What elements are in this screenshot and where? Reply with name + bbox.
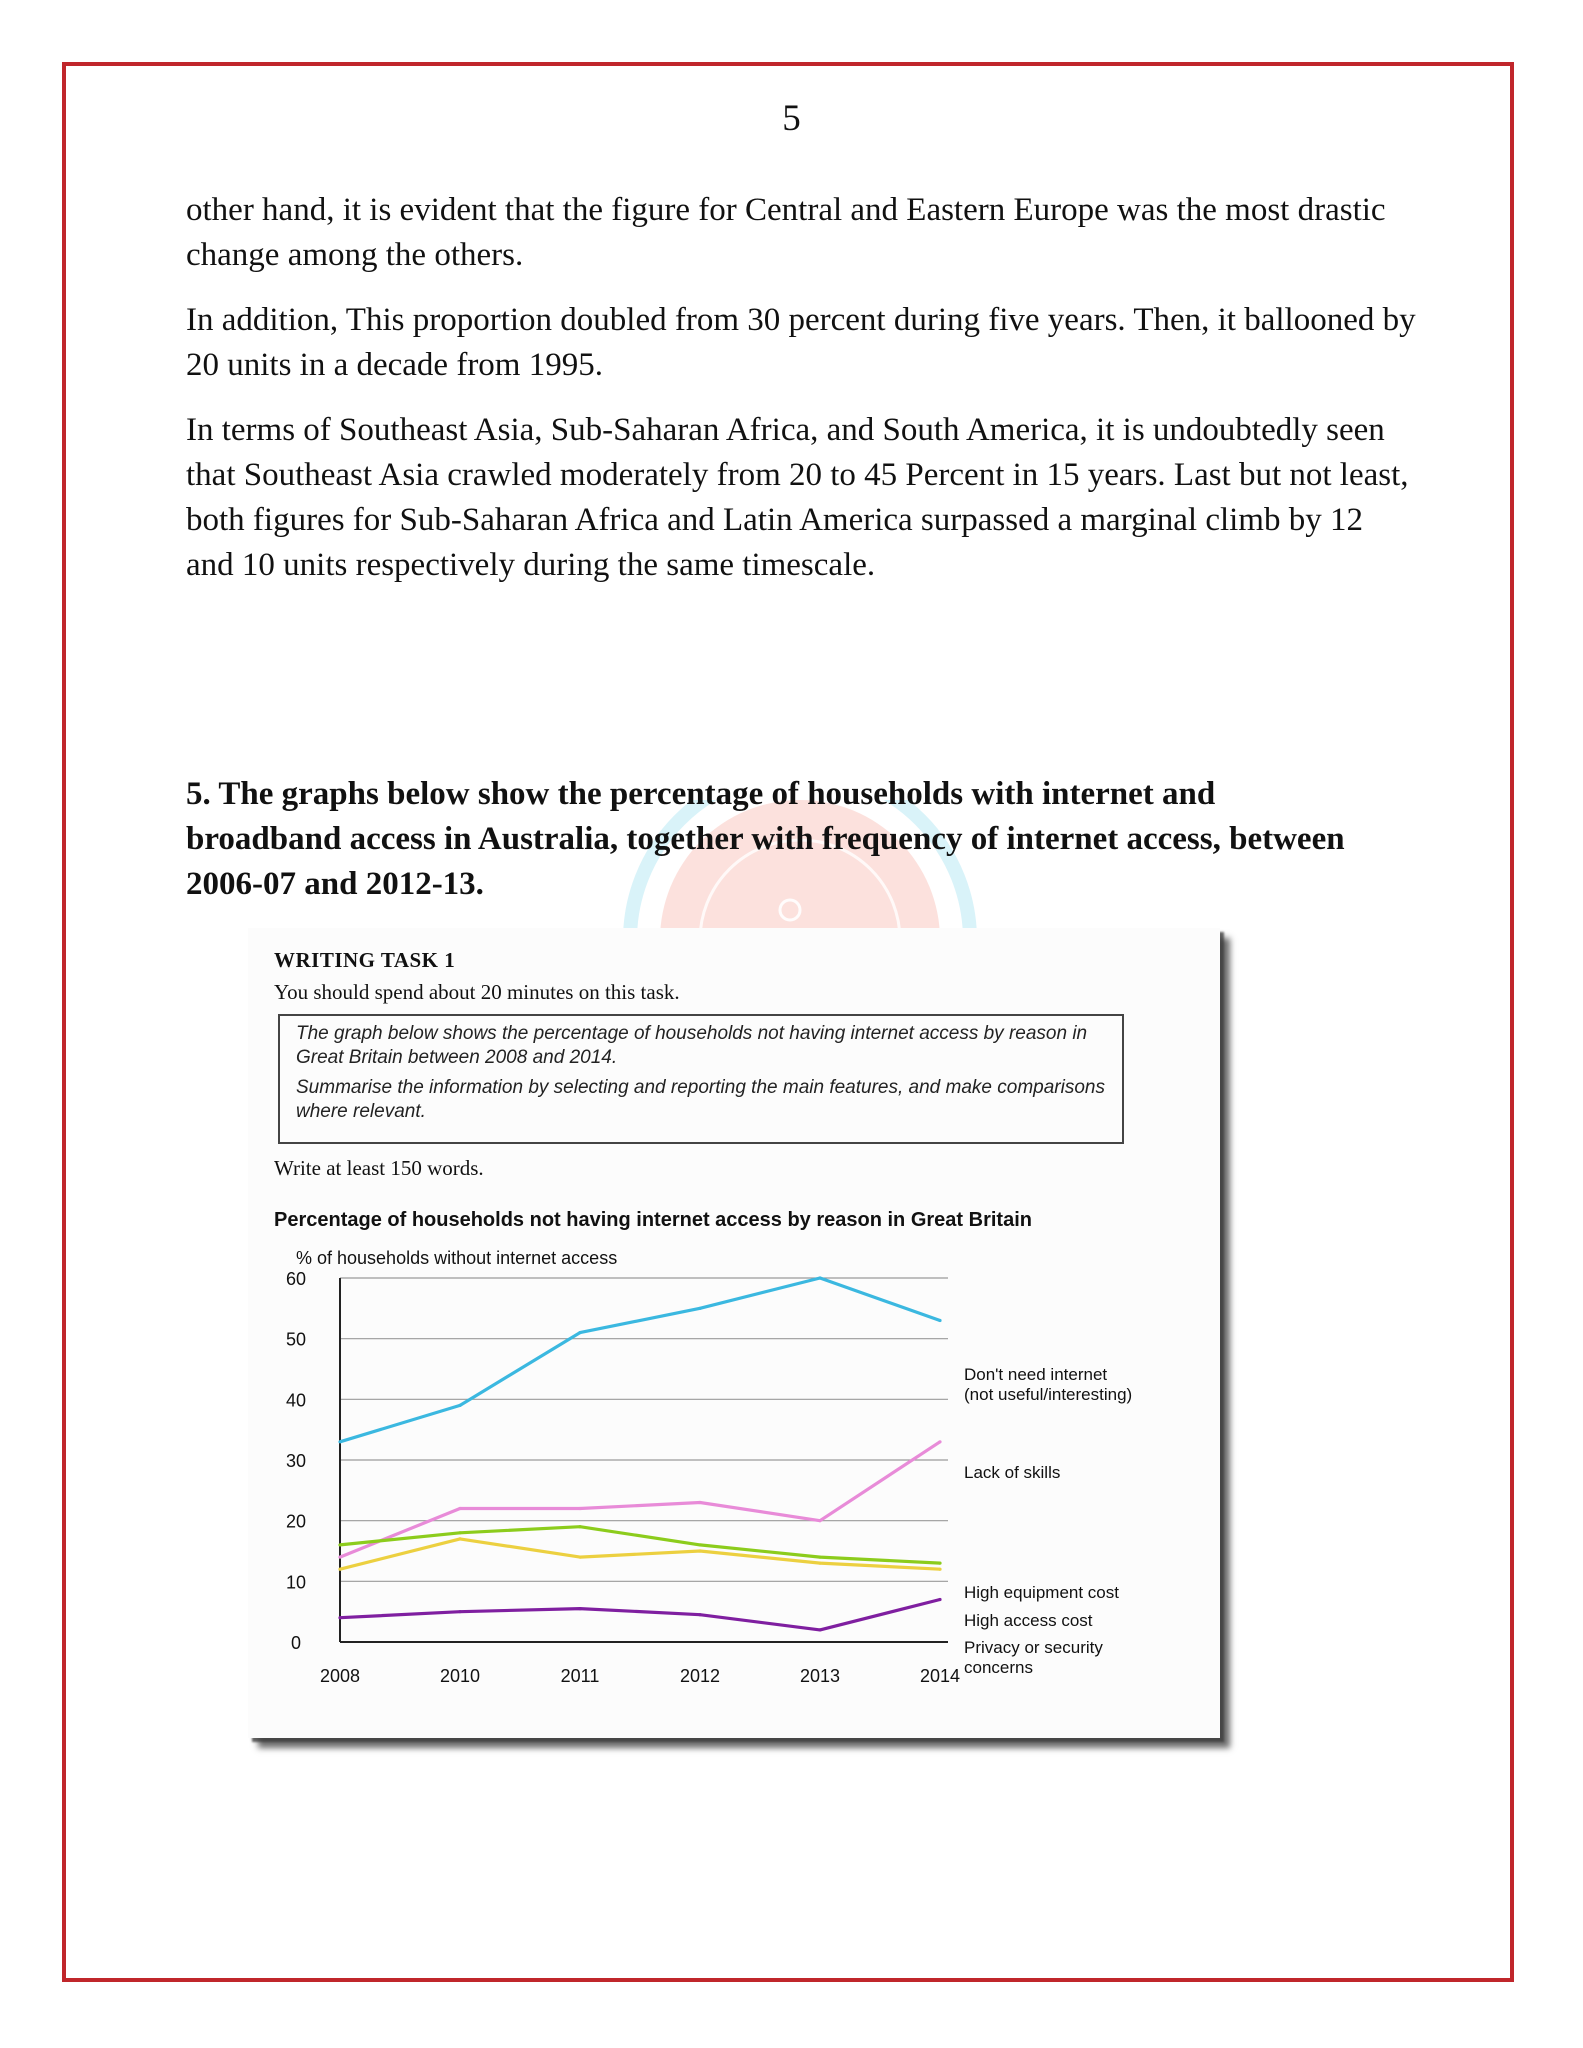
question-heading: 5. The graphs below show the percentage of households with internet and broadband access in Australia, together with frequency of internet access, between 2006-07 and 2012-13. — [186, 776, 1345, 902]
data-point-3-0 — [338, 1568, 341, 1571]
data-point-0-1 — [458, 1404, 461, 1407]
data-point-4-4 — [818, 1628, 821, 1631]
y-tick-label-40: 40 — [285, 1390, 307, 1411]
x-tick-label-2013: 2013 — [799, 1666, 841, 1686]
data-point-2-0 — [338, 1543, 341, 1546]
data-point-3-1 — [458, 1537, 461, 1540]
y-tick-label-30: 30 — [285, 1451, 307, 1471]
x-tick-label-2008: 2008 — [319, 1666, 361, 1686]
data-point-2-5 — [938, 1562, 941, 1565]
y-tick-label-20: 20 — [285, 1511, 307, 1532]
data-point-2-4 — [818, 1555, 821, 1558]
paragraph-3: In terms of Southeast Asia, Sub-Saharan Africa, and South America, it is undoubtedly seen that Southeast Asia crawled moderately from 20 to 45 Percent in 15 years. Last but not least, both figures for Sub-Saharan Africa and Latin America surpassed a marginal climb by 12 and 10 units respectively during the same timescale. — [186, 412, 1409, 583]
paragraph-2: In addition, This proportion doubled from 30 percent during five years. Then, it ballooned by 20 units in a decade from 1995. — [186, 302, 1416, 383]
y-tick-label-60: 60 — [285, 1269, 307, 1289]
data-point-3-4 — [818, 1562, 821, 1565]
data-point-0-2 — [578, 1331, 581, 1334]
data-point-0-3 — [698, 1307, 701, 1310]
series-line-0 — [340, 1278, 940, 1442]
chart-title: Percentage of households not having internet access by reason in Great Britain — [274, 1209, 1032, 1231]
data-point-4-0 — [338, 1616, 341, 1619]
x-tick-label-2011: 2011 — [560, 1666, 600, 1686]
task-prompt-box — [278, 1014, 1124, 1144]
series-line-3 — [340, 1539, 940, 1569]
line-chart — [248, 1200, 1220, 1720]
legend-label-0-0: Don't need internet — [964, 1365, 1108, 1384]
data-point-4-2 — [578, 1607, 581, 1610]
task-title: WRITING TASK 1 — [274, 948, 456, 972]
y-tick-label-0: 0 — [290, 1633, 302, 1653]
data-point-1-1 — [458, 1507, 461, 1510]
legend-label-3-0: High access cost — [964, 1611, 1093, 1630]
body-text — [186, 188, 1416, 608]
data-point-3-2 — [578, 1555, 581, 1558]
data-point-4-1 — [458, 1610, 461, 1613]
series-line-1 — [340, 1442, 940, 1557]
task-time-note: You should spend about 20 minutes on this task. — [274, 980, 680, 1004]
data-point-0-4 — [818, 1276, 821, 1279]
task-prompt-1: The graph below shows the percentage of households not having internet access by reason in Great Britain between 2008 and 2014. — [296, 1023, 1088, 1068]
paragraph-1: other hand, it is evident that the figure for Central and Eastern Europe was the most drastic change among the others. — [186, 192, 1386, 273]
data-point-4-3 — [698, 1613, 701, 1616]
data-point-2-3 — [698, 1543, 701, 1546]
data-point-1-3 — [698, 1501, 701, 1504]
series-line-4 — [340, 1600, 940, 1630]
data-point-3-3 — [698, 1549, 701, 1552]
y-tick-label-50: 50 — [285, 1329, 307, 1350]
data-point-2-1 — [458, 1531, 461, 1534]
legend-label-1-0: Lack of skills — [964, 1463, 1061, 1482]
data-point-1-0 — [338, 1555, 341, 1558]
data-point-1-2 — [578, 1507, 581, 1510]
legend-label-4-0: Privacy or security — [964, 1638, 1103, 1657]
data-point-1-4 — [818, 1519, 821, 1522]
task-image — [248, 928, 1220, 1738]
legend-label-0-1: (not useful/interesting) — [964, 1385, 1133, 1404]
data-point-1-5 — [938, 1440, 941, 1443]
x-tick-label-2010: 2010 — [439, 1666, 481, 1686]
legend-label-4-1: concerns — [964, 1658, 1033, 1677]
y-tick-label-10: 10 — [285, 1572, 307, 1593]
x-tick-label-2014: 2014 — [919, 1666, 961, 1686]
x-tick-label-2012: 2012 — [679, 1666, 721, 1686]
data-point-3-5 — [938, 1568, 941, 1571]
legend-label-2-0: High equipment cost — [964, 1583, 1119, 1602]
data-point-4-5 — [938, 1598, 941, 1601]
task-prompt-2: Summarise the information by selecting and reporting the main features, and make comparisons where relevant. — [296, 1077, 1105, 1122]
chart-y-axis-label: % of households without internet access — [296, 1248, 618, 1268]
data-point-2-2 — [578, 1525, 581, 1528]
task-word-count: Write at least 150 words. — [274, 1156, 484, 1180]
data-point-0-5 — [938, 1319, 941, 1322]
page-number: 5 — [782, 98, 801, 139]
data-point-0-0 — [338, 1440, 341, 1443]
